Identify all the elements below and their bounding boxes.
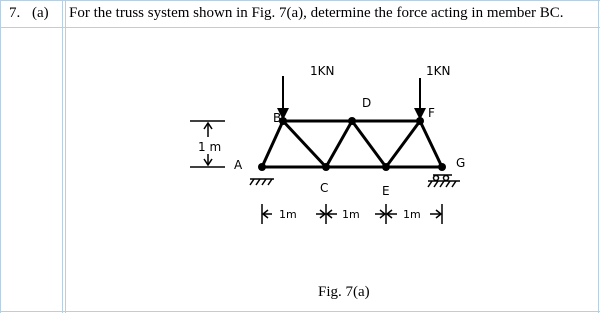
table-border-col2 xyxy=(65,0,66,313)
table-border-right xyxy=(598,0,599,313)
height-label: 1 m xyxy=(198,140,222,154)
joint-label-c: C xyxy=(320,181,329,195)
member-ab xyxy=(262,121,283,167)
span-label-2: 1m xyxy=(342,208,360,221)
table-border-bottom xyxy=(0,311,600,312)
span-label-1: 1m xyxy=(279,208,297,221)
figure-caption: Fig. 7(a) xyxy=(318,284,370,300)
member-bc xyxy=(283,121,326,167)
joint-label-a: A xyxy=(234,158,243,172)
joint-c xyxy=(322,163,330,171)
joint-label-f: F xyxy=(428,106,435,120)
joint-g xyxy=(438,163,446,171)
span-label-3: 1m xyxy=(403,208,421,221)
question-number: 7. xyxy=(9,5,21,21)
joint-label-b: B xyxy=(273,111,282,125)
table-border-top xyxy=(0,0,600,1)
member-ef xyxy=(386,121,420,167)
joint-d xyxy=(348,117,356,125)
table-border-row xyxy=(0,27,600,28)
joint-label-d: D xyxy=(362,96,372,110)
question-text: For the truss system shown in Fig. 7(a), determine the force acting in member BC. xyxy=(69,5,564,21)
member-de xyxy=(352,121,386,167)
table-border-left xyxy=(0,0,1,313)
table-border-col1 xyxy=(62,0,63,313)
load-label-f: 1KN xyxy=(426,64,451,78)
joint-label-g: G xyxy=(456,156,466,170)
joint-label-e: E xyxy=(382,184,390,198)
question-part: (a) xyxy=(32,5,49,21)
joint-e xyxy=(382,163,390,171)
truss-figure xyxy=(170,34,515,242)
joint-a xyxy=(258,163,266,171)
load-label-b: 1KN xyxy=(310,64,335,78)
member-fg xyxy=(420,121,442,167)
member-cd xyxy=(326,121,352,167)
